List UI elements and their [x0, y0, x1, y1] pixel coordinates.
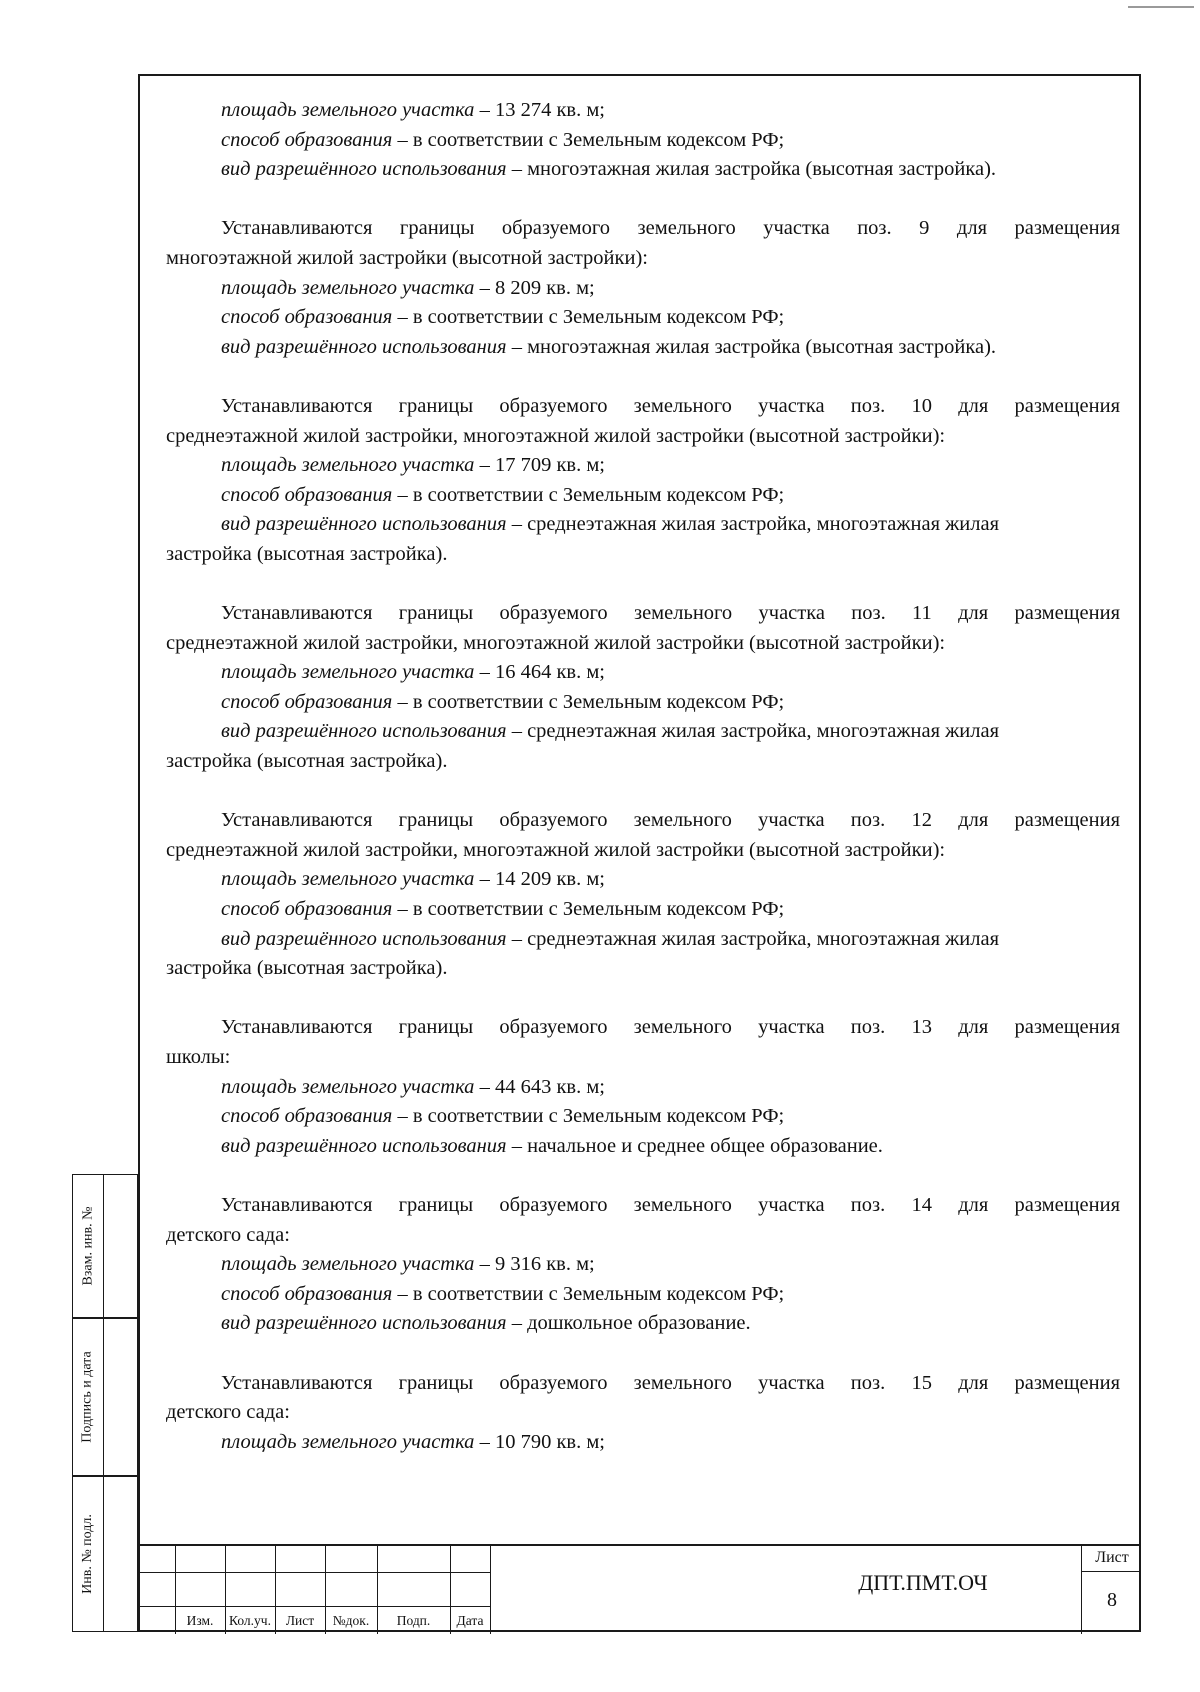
permitted-use-value: – многоэтажная жилая застройка (высотная застройка). [511, 158, 997, 181]
stamp-col-data: Дата [456, 1613, 484, 1628]
side-cell-inv-value [103, 1476, 138, 1632]
formation-method [166, 688, 1120, 718]
formation-method-label: способ образования [221, 1105, 393, 1128]
stamp-rule [138, 1606, 490, 1607]
formation-method-value: – в соответствии с Земельным кодексом РФ; [397, 483, 785, 506]
formation-method [166, 126, 1120, 156]
plot-area-label: площадь земельного участка [221, 1430, 475, 1453]
permitted-use-value: – многоэтажная жилая застройка (высотная застройка). [511, 335, 997, 358]
plot-area-value: – 16 464 кв. м; [479, 661, 605, 684]
side-label-inv-text: Инв. № подл. [80, 1514, 95, 1594]
plot-area-value: – 44 643 кв. м; [479, 1075, 605, 1098]
land-plot-section [166, 1013, 1120, 1161]
formation-method [166, 303, 1120, 333]
section-intro-cont: школы: [166, 1046, 231, 1068]
formation-method-value: – в соответствии с Земельным кодексом РФ; [397, 128, 785, 151]
plot-area-label: площадь земельного участка [221, 276, 475, 299]
permitted-use [166, 1309, 1120, 1339]
section-intro: Устанавливаются границы образуемого земельного участка поз. 10 для размещения [221, 394, 1120, 417]
plot-area-value: – 13 274 кв. м; [479, 99, 605, 121]
plot-area [166, 1428, 1120, 1458]
plot-area-value: – 9 316 кв. м; [479, 1253, 595, 1276]
formation-method-value: – в соответствии с Земельным кодексом РФ; [397, 898, 785, 921]
plot-area [166, 274, 1120, 304]
land-plot-section [166, 392, 1120, 570]
section-intro: Устанавливаются границы образуемого земельного участка поз. 12 для размещения [221, 809, 1120, 832]
side-label-vzam [72, 1174, 104, 1318]
land-plot-section [166, 214, 1120, 362]
section-intro-cont: среднеэтажной жилой застройки, многоэтажной жилой застройки (высотной застройки): [166, 424, 946, 447]
formation-method-value: – в соответствии с Земельным кодексом РФ; [397, 306, 785, 329]
plot-area [166, 865, 1120, 895]
section-intro: Устанавливаются границы образуемого земельного участка поз. 15 для размещения [221, 1371, 1120, 1394]
plot-area-label: площадь земельного участка [221, 99, 475, 121]
formation-method-value: – в соответствии с Земельным кодексом РФ; [397, 690, 785, 713]
formation-method [166, 1280, 1120, 1310]
permitted-use-cont: застройка (высотная застройка). [166, 542, 448, 565]
formation-method-label: способ образования [221, 483, 393, 506]
permitted-use-label: вид разрешённого использования [221, 513, 507, 536]
stamp-col-ndok: №док. [332, 1613, 370, 1628]
side-label-podpis-text: Подпись и дата [80, 1351, 96, 1443]
document-body [166, 96, 1120, 1487]
formation-method-label: способ образования [221, 898, 393, 921]
land-plot-section [166, 1369, 1120, 1458]
side-cell-vzam-value [103, 1174, 138, 1318]
permitted-use-value: – начальное и среднее общее образование. [511, 1134, 883, 1157]
permitted-use-value: – среднеэтажная жилая застройка, многоэтажная жилая [511, 720, 1000, 743]
permitted-use [166, 1132, 1120, 1162]
permitted-use-label: вид разрешённого использования [221, 158, 507, 181]
plot-area [166, 1073, 1120, 1103]
plot-area-label: площадь земельного участка [221, 1253, 475, 1276]
section-intro-cont: детского сада: [166, 1401, 290, 1424]
plot-area-value: – 17 709 кв. м; [479, 454, 605, 477]
side-label-podpis [72, 1318, 104, 1476]
permitted-use-label: вид разрешённого использования [221, 335, 507, 358]
stamp-col-kolich: Кол.уч. [229, 1613, 271, 1628]
section-intro-cont: детского сада: [166, 1223, 290, 1246]
permitted-use [166, 510, 1120, 540]
permitted-use-label: вид разрешённого использования [221, 1312, 507, 1335]
formation-method [166, 481, 1120, 511]
land-plot-section [166, 599, 1120, 777]
formation-method [166, 1102, 1120, 1132]
plot-area-label: площадь земельного участка [221, 1075, 475, 1098]
land-plot-section [166, 806, 1120, 984]
plot-area [166, 451, 1120, 481]
section-intro: Устанавливаются границы образуемого земельного участка поз. 13 для размещения [221, 1016, 1120, 1039]
formation-method-label: способ образования [221, 1282, 393, 1305]
section-intro: Устанавливаются границы образуемого земельного участка поз. 14 для размещения [221, 1193, 1120, 1216]
sheet-label: Лист [1095, 1549, 1129, 1566]
plot-area-label: площадь земельного участка [221, 454, 475, 477]
stamp-col-podp: Подп. [396, 1613, 431, 1628]
plot-area [166, 96, 1120, 126]
side-label-inv [72, 1476, 104, 1632]
permitted-use-cont: застройка (высотная застройка). [166, 750, 448, 773]
plot-area [166, 1250, 1120, 1280]
title-block [138, 1544, 1141, 1634]
permitted-use-value: – дошкольное образование. [511, 1312, 751, 1335]
side-label-vzam-text: Взам. инв. № [80, 1206, 95, 1286]
stamp-rule [138, 1572, 490, 1573]
side-cell-podpis-value [103, 1318, 138, 1476]
stamp-col-izm: Изм. [186, 1613, 214, 1628]
section-intro-cont: среднеэтажной жилой застройки, многоэтажной жилой застройки (высотной застройки): [166, 631, 946, 654]
land-plot-section [166, 1191, 1120, 1339]
top-edge-mark [1128, 6, 1194, 8]
plot-area [166, 658, 1120, 688]
plot-area-value: – 8 209 кв. м; [479, 276, 595, 299]
stamp-divider [490, 1546, 491, 1634]
permitted-use-value: – среднеэтажная жилая застройка, многоэтажная жилая [511, 513, 1000, 536]
plot-area-label: площадь земельного участка [221, 661, 475, 684]
permitted-use-label: вид разрешённого использования [221, 720, 507, 743]
plot-area-value: – 10 790 кв. м; [479, 1430, 605, 1453]
land-plot-section [166, 96, 1120, 185]
permitted-use [166, 333, 1120, 363]
permitted-use [166, 717, 1120, 747]
section-intro-cont: многоэтажной жилой застройки (высотной застройки): [166, 246, 648, 269]
section-intro: Устанавливаются границы образуемого земельного участка поз. 9 для размещения [221, 217, 1120, 240]
permitted-use-label: вид разрешённого использования [221, 927, 507, 950]
section-intro-cont: среднеэтажной жилой застройки, многоэтажной жилой застройки (высотной застройки): [166, 838, 946, 861]
permitted-use-value: – среднеэтажная жилая застройка, многоэтажная жилая [511, 927, 1000, 950]
section-intro: Устанавливаются границы образуемого земельного участка поз. 11 для размещения [221, 602, 1120, 625]
document-code: ДПТ.ПМТ.ОЧ [858, 1570, 988, 1595]
formation-method-value: – в соответствии с Земельным кодексом РФ; [397, 1105, 785, 1128]
permitted-use-cont: застройка (высотная застройка). [166, 957, 448, 980]
permitted-use [166, 925, 1120, 955]
sheet-number: 8 [1107, 1589, 1117, 1611]
formation-method-value: – в соответствии с Земельным кодексом РФ; [397, 1282, 785, 1305]
formation-method-label: способ образования [221, 690, 393, 713]
permitted-use [166, 155, 1120, 185]
plot-area-label: площадь земельного участка [221, 868, 475, 891]
plot-area-value: – 14 209 кв. м; [479, 868, 605, 891]
formation-method [166, 895, 1120, 925]
formation-method-label: способ образования [221, 128, 393, 151]
formation-method-label: способ образования [221, 306, 393, 329]
permitted-use-label: вид разрешённого использования [221, 1134, 507, 1157]
stamp-col-list: Лист [285, 1613, 315, 1628]
